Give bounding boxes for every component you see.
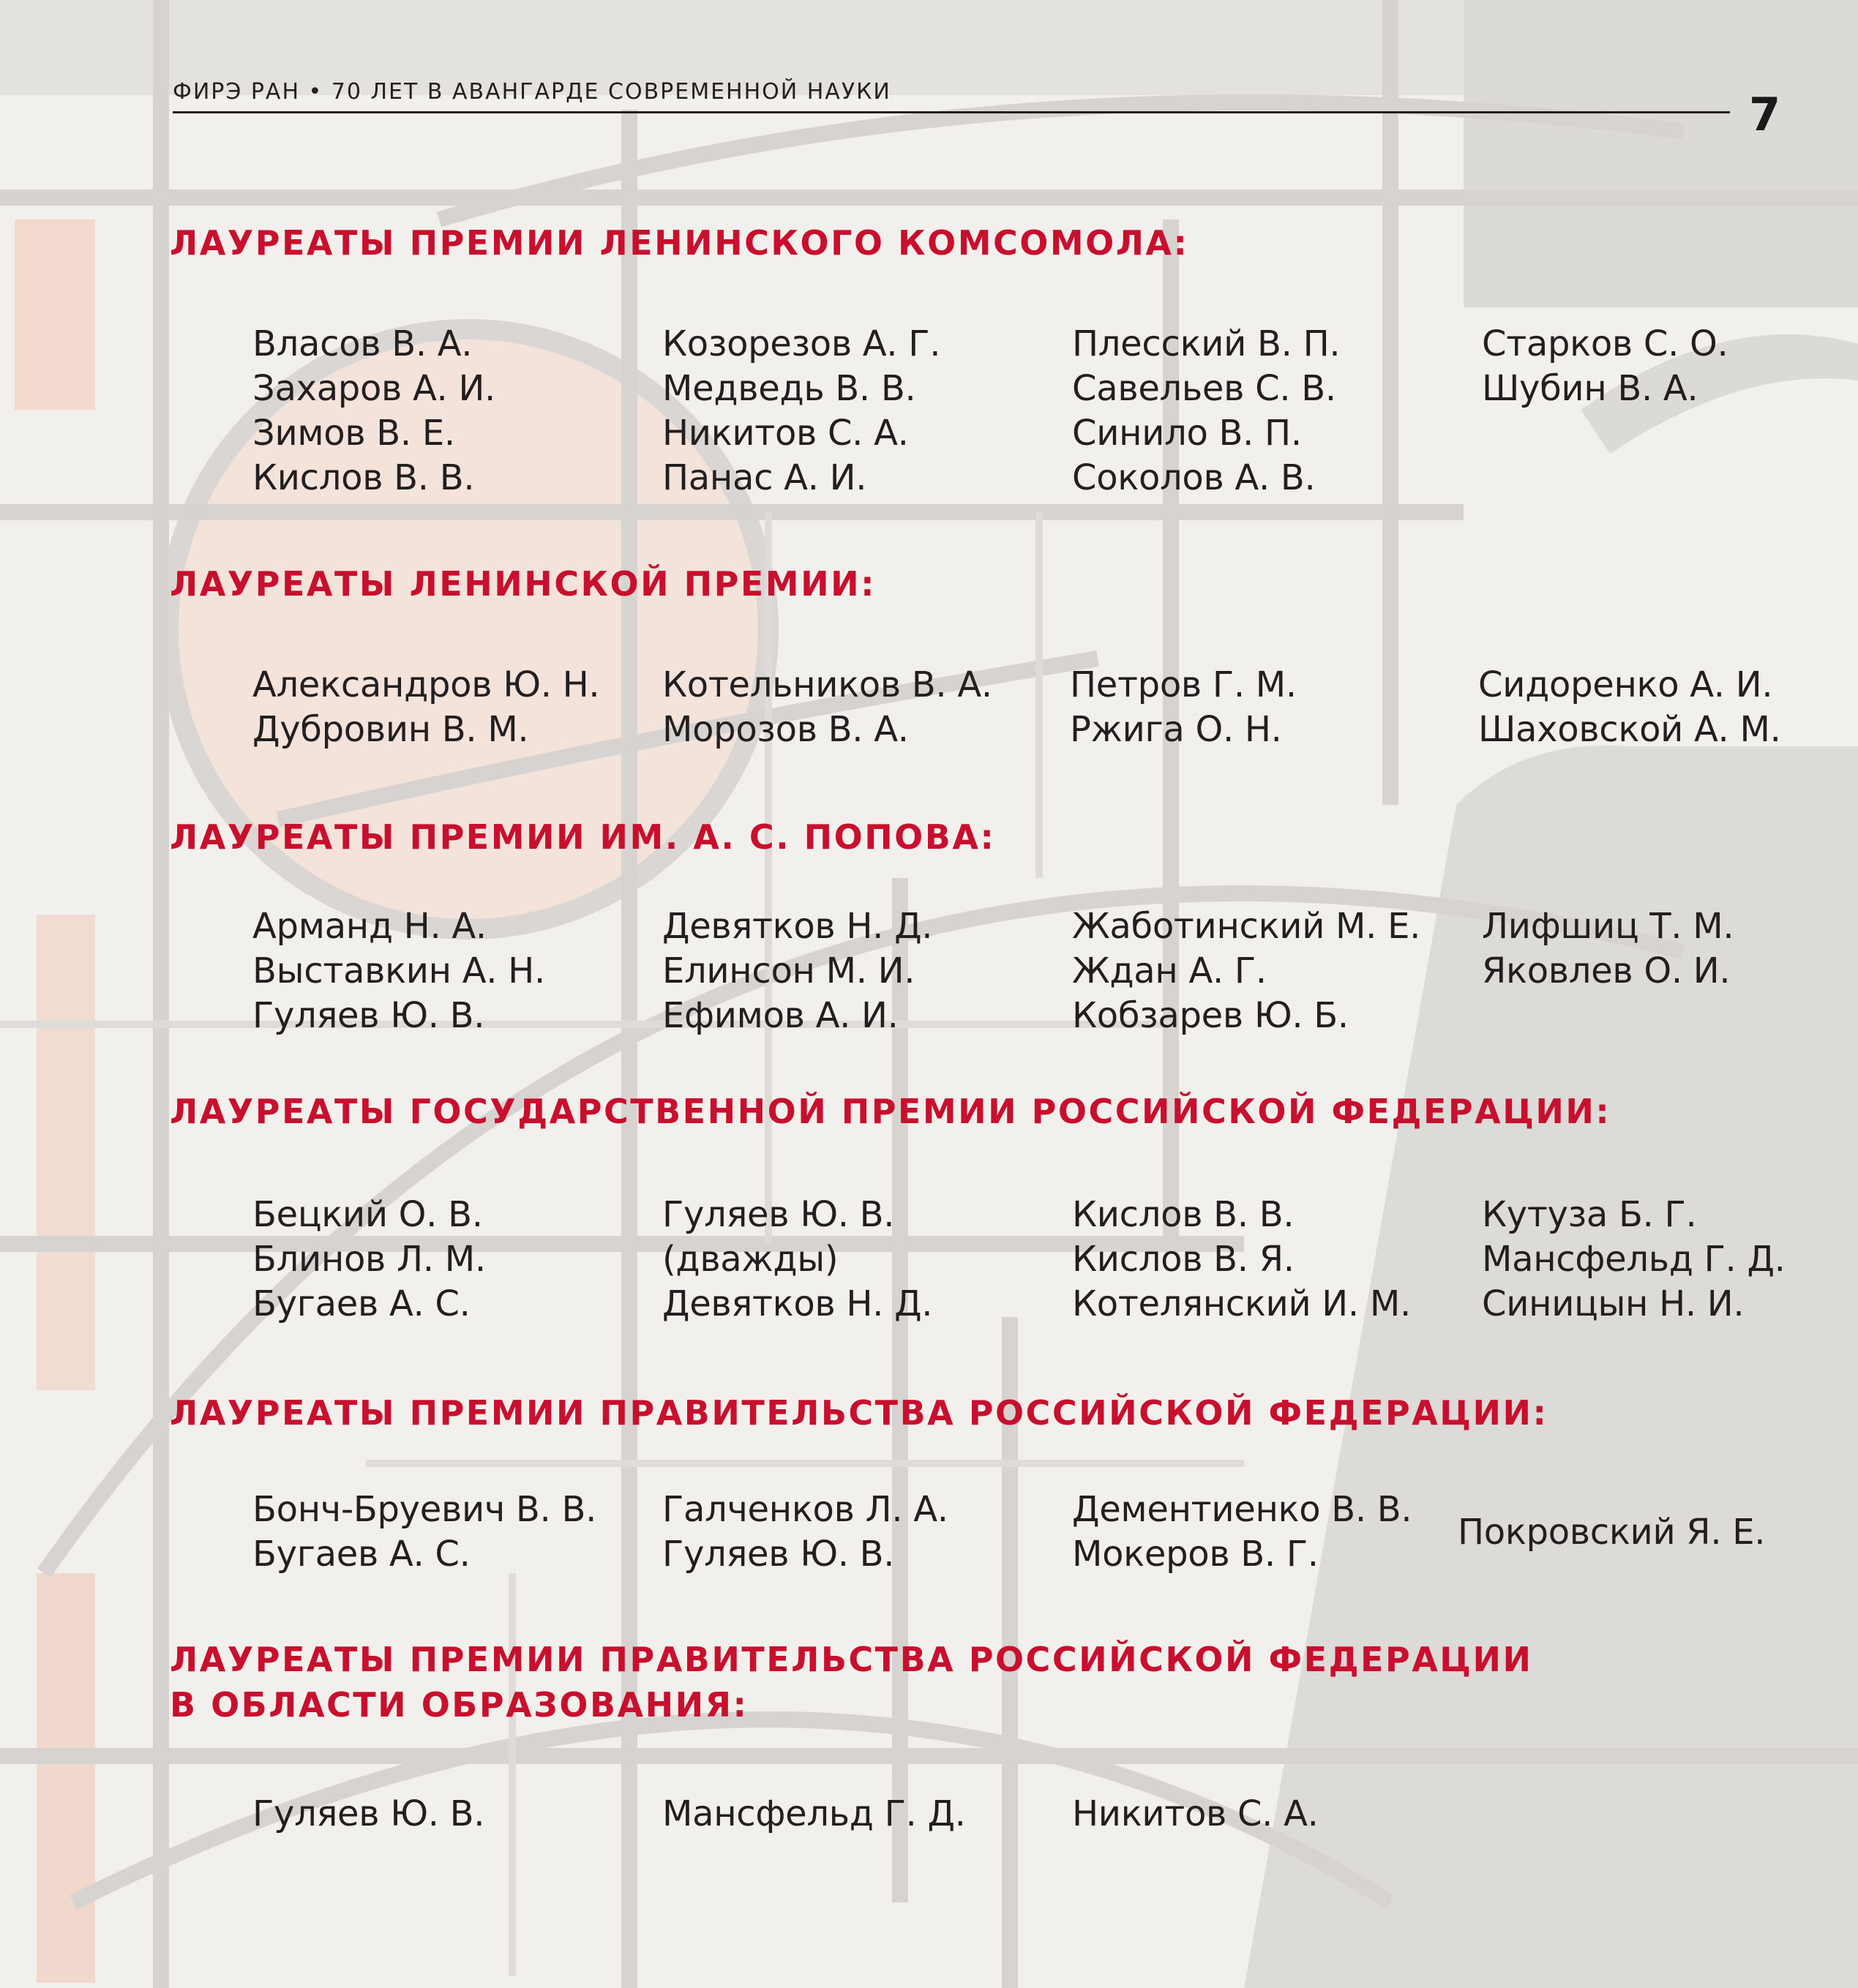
laureate-name: Елинсон М. И.	[662, 950, 915, 991]
laureate-name: Гуляев Ю. В.	[252, 1793, 485, 1834]
section-title-popov-prize: ЛАУРЕАТЫ ПРЕМИИ ИМ. А. С. ПОПОВА:	[170, 817, 996, 857]
laureate-name: Власов В. А.	[252, 323, 473, 364]
laureate-name: Кислов В. В.	[1072, 1194, 1295, 1235]
laureate-name: Ефимов А. И.	[662, 995, 899, 1036]
laureate-column	[662, 1193, 1057, 1327]
laureate-name: Гуляев Ю. В.	[662, 1194, 895, 1235]
laureate-column	[252, 1792, 648, 1837]
laureate-name: Котелянский И. М.	[1072, 1283, 1411, 1324]
laureate-name: Бонч-Бруевич В. В.	[252, 1489, 597, 1530]
laureate-name: Ржига О. Н.	[1070, 709, 1282, 750]
laureate-name: Бугаев А. С.	[252, 1534, 471, 1575]
section-title-line: В ОБЛАСТИ ОБРАЗОВАНИЯ:	[170, 1685, 749, 1725]
laureate-name: Блинов Л. М.	[252, 1239, 486, 1280]
laureate-name: Синицын Н. И.	[1482, 1283, 1745, 1324]
laureate-column	[252, 1488, 648, 1577]
laureate-column	[1072, 904, 1467, 1038]
laureate-column	[1072, 1193, 1467, 1327]
laureate-name: Синило В. П.	[1072, 413, 1302, 454]
laureate-name: Медведь В. В.	[662, 368, 916, 409]
laureate-name: Плесский В. П.	[1072, 323, 1341, 364]
section-title-state-prize: ЛАУРЕАТЫ ГОСУДАРСТВЕННОЙ ПРЕМИИ РОССИЙСКОЙ ФЕДЕРАЦИИ:	[170, 1092, 1611, 1131]
laureate-name: Гуляев Ю. В.	[662, 1534, 895, 1575]
laureate-name: Зимов В. Е.	[252, 413, 455, 454]
laureate-name: Бугаев А. С.	[252, 1283, 471, 1324]
laureate-name: Девятков Н. Д.	[662, 906, 933, 947]
laureate-name: Мансфельд Г. Д.	[662, 1793, 966, 1834]
laureate-column	[1478, 663, 1844, 752]
laureate-name: Савельев С. В.	[1072, 368, 1336, 409]
laureate-name: Шаховской А. М.	[1478, 709, 1781, 750]
laureate-column	[252, 322, 648, 500]
laureate-name: Никитов С. А.	[662, 413, 909, 454]
laureate-name: Кутуза Б. Г.	[1482, 1194, 1697, 1235]
laureate-column	[1458, 1510, 1838, 1555]
header-divider	[173, 111, 1730, 113]
laureate-name: Морозов В. А.	[662, 709, 909, 750]
laureate-column	[662, 663, 1057, 752]
laureate-column	[252, 1193, 648, 1327]
laureate-name: Мокеров В. Г.	[1072, 1534, 1319, 1575]
laureate-name: Гуляев Ю. В.	[252, 995, 485, 1036]
laureate-column	[1072, 1792, 1467, 1837]
laureate-column	[1072, 1488, 1467, 1577]
laureate-column	[662, 904, 1057, 1038]
laureate-name: Соколов А. В.	[1072, 457, 1316, 498]
page-number: 7	[1749, 88, 1781, 141]
laureate-name: Кислов В. В.	[252, 457, 475, 498]
section-title-komsomol-prize: ЛАУРЕАТЫ ПРЕМИИ ЛЕНИНСКОГО КОМСОМОЛА:	[170, 223, 1189, 263]
running-header: ФИРЭ РАН • 70 ЛЕТ В АВАНГАРДЕ СОВРЕМЕННОЙ НАУКИ	[173, 79, 891, 105]
laureate-name: Никитов С. А.	[1072, 1793, 1319, 1834]
laureate-name: Выставкин А. Н.	[252, 950, 545, 991]
laureate-name: Петров Г. М.	[1070, 664, 1297, 705]
laureate-column	[1070, 663, 1465, 752]
laureate-name: Сидоренко А. И.	[1478, 664, 1773, 705]
laureate-name: Лифшиц Т. М.	[1482, 906, 1734, 947]
laureate-name: Бецкий О. В.	[252, 1194, 483, 1235]
section-title-government-education-prize	[170, 1637, 1532, 1728]
laureate-column	[662, 1792, 1057, 1837]
laureate-column	[662, 1488, 1057, 1577]
laureate-name: Покровский Я. Е.	[1458, 1512, 1766, 1553]
laureate-name: Котельников В. А.	[662, 664, 992, 705]
laureate-column	[252, 904, 648, 1038]
laureate-name: Панас А. И.	[662, 457, 867, 498]
section-title-lenin-prize: ЛАУРЕАТЫ ЛЕНИНСКОЙ ПРЕМИИ:	[170, 564, 876, 604]
section-title-line: ЛАУРЕАТЫ ПРЕМИИ ПРАВИТЕЛЬСТВА РОССИЙСКОЙ ФЕДЕРАЦИИ	[170, 1640, 1533, 1679]
laureate-name: Шубин В. А.	[1482, 368, 1698, 409]
laureate-column	[662, 322, 1057, 500]
laureate-name: Жаботинский М. Е.	[1072, 906, 1421, 947]
laureate-column	[1482, 322, 1833, 411]
laureate-column	[1072, 322, 1467, 500]
laureate-name: (дважды)	[662, 1239, 839, 1280]
laureate-name: Александров Ю. Н.	[252, 664, 600, 705]
laureate-name: Кислов В. Я.	[1072, 1239, 1295, 1280]
laureate-name: Галченков Л. А.	[662, 1489, 948, 1530]
laureate-column	[1482, 1193, 1833, 1327]
laureate-name: Ждан А. Г.	[1072, 950, 1267, 991]
laureate-name: Старков С. О.	[1482, 323, 1728, 364]
laureate-name: Дубровин В. М.	[252, 709, 529, 750]
section-title-government-prize: ЛАУРЕАТЫ ПРЕМИИ ПРАВИТЕЛЬСТВА РОССИЙСКОЙ ФЕДЕРАЦИИ:	[170, 1393, 1548, 1433]
laureate-name: Захаров А. И.	[252, 368, 496, 409]
laureate-column	[252, 663, 648, 752]
laureate-name: Кобзарев Ю. Б.	[1072, 995, 1349, 1036]
laureate-name: Арманд Н. А.	[252, 906, 487, 947]
laureate-name: Мансфельд Г. Д.	[1482, 1239, 1786, 1280]
laureate-name: Яковлев О. И.	[1482, 950, 1731, 991]
laureate-name: Девятков Н. Д.	[662, 1283, 933, 1324]
laureate-column	[1482, 904, 1833, 994]
laureate-name: Дементиенко В. В.	[1072, 1489, 1412, 1530]
laureate-name: Козорезов А. Г.	[662, 323, 941, 364]
